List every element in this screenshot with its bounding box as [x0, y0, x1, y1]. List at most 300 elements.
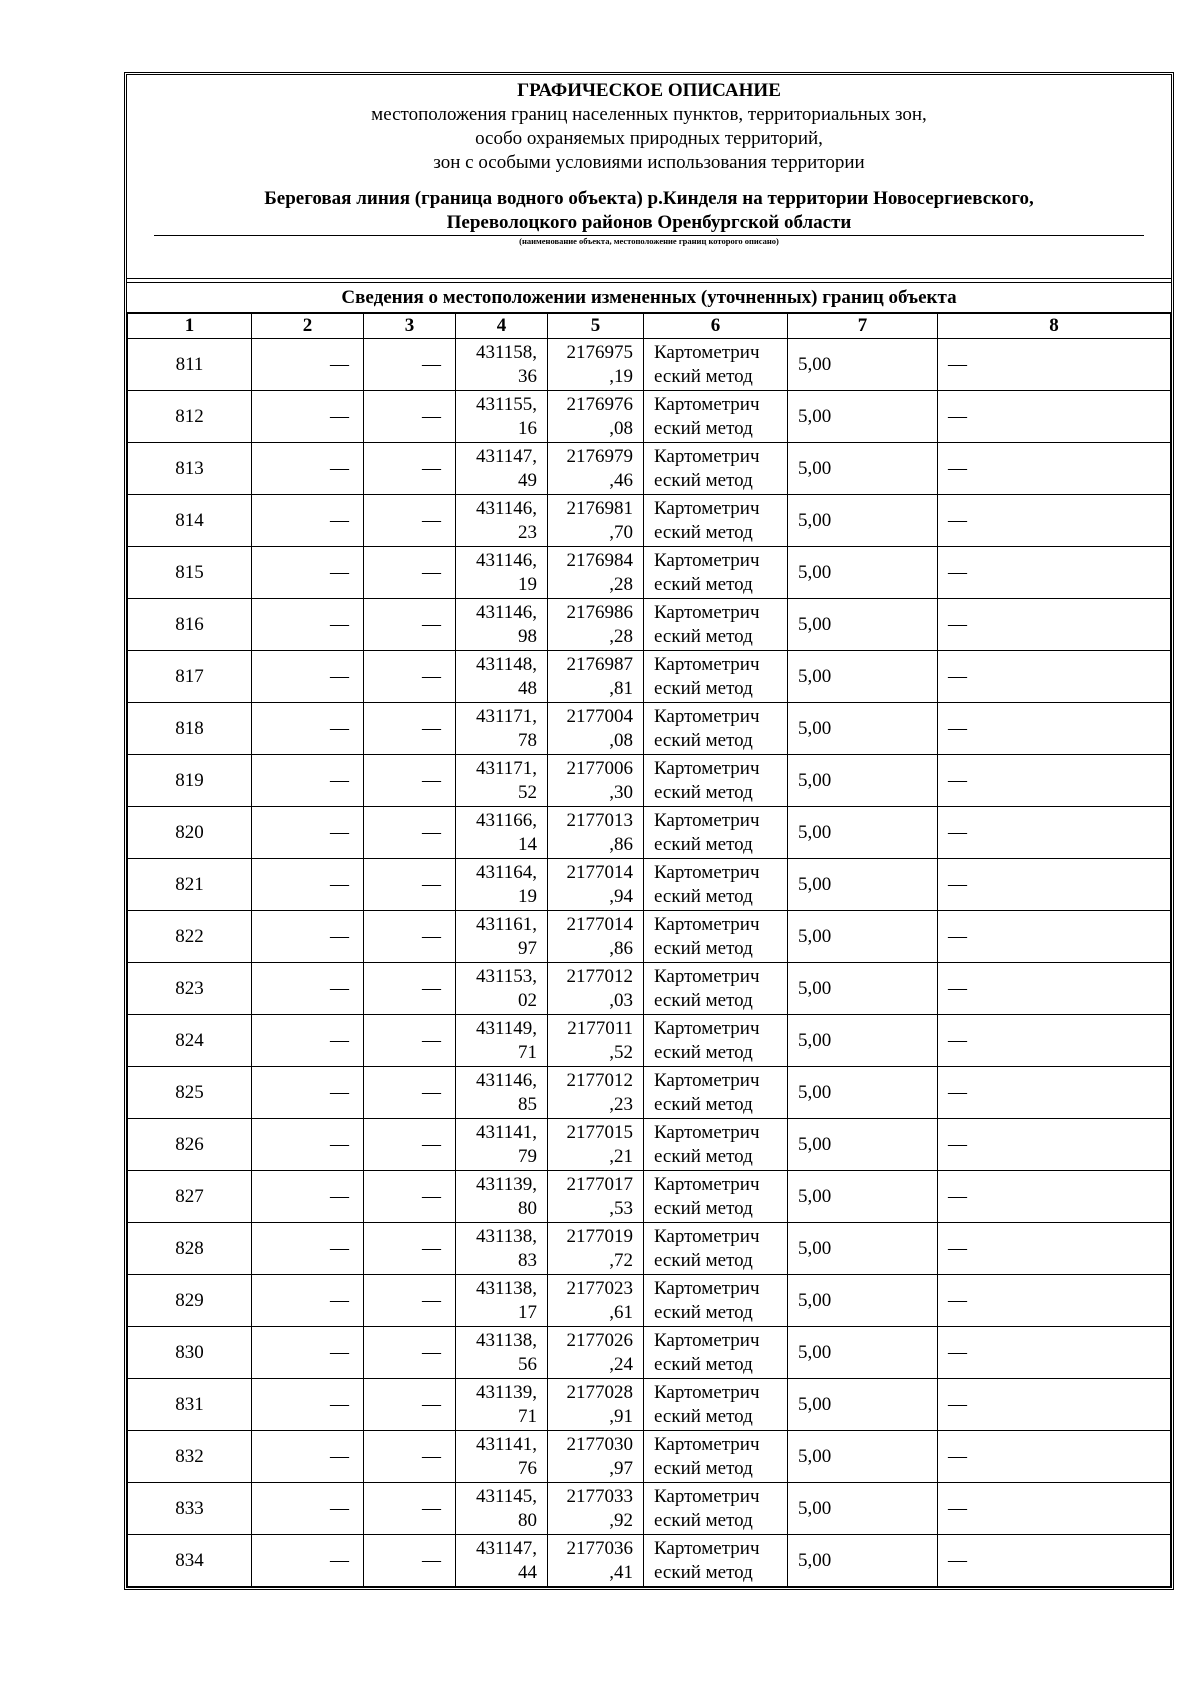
- x-coordinate-part-2: 76: [518, 1457, 537, 1479]
- document-title: ГРАФИЧЕСКОЕ ОПИСАНИЕ: [517, 80, 781, 101]
- method: [644, 495, 788, 547]
- y-coordinate-part-2: ,08: [609, 417, 633, 439]
- method: [644, 391, 788, 443]
- method-part-2: еский метод: [654, 1405, 753, 1427]
- accuracy: 5,00: [788, 1223, 938, 1275]
- accuracy: 5,00: [788, 547, 938, 599]
- x-coordinate-part-1: 431147,: [475, 1537, 537, 1559]
- x-coordinate-part-2: 85: [518, 1093, 537, 1115]
- description-line-3: зон с особыми условиями использования территории: [433, 152, 865, 173]
- column-3-value: —: [364, 1327, 456, 1379]
- point-number: 827: [128, 1171, 252, 1223]
- table-row: [128, 1483, 1171, 1535]
- x-coordinate-part-2: 56: [518, 1353, 537, 1375]
- method: [644, 443, 788, 495]
- point-number: 817: [128, 651, 252, 703]
- y-coordinate-part-2: ,28: [609, 625, 633, 647]
- method-part-2: еский метод: [654, 989, 753, 1011]
- column-header-7: 7: [788, 313, 938, 339]
- method: [644, 1431, 788, 1483]
- column-3-value: —: [364, 807, 456, 859]
- column-2-value: —: [252, 391, 364, 443]
- x-coordinate-part-1: 431139,: [475, 1173, 537, 1195]
- column-2-value: —: [252, 807, 364, 859]
- x-coordinate: [456, 1379, 548, 1431]
- y-coordinate: [548, 1535, 644, 1587]
- method-part-2: еский метод: [654, 365, 753, 387]
- point-number: 833: [128, 1483, 252, 1535]
- column-3-value: —: [364, 703, 456, 755]
- method-part-1: Картометрич: [654, 1121, 760, 1143]
- column-3-value: —: [364, 1535, 456, 1587]
- x-coordinate-part-1: 431146,: [475, 497, 537, 519]
- y-coordinate-part-2: ,86: [609, 937, 633, 959]
- method: [644, 599, 788, 651]
- column-3-value: —: [364, 1015, 456, 1067]
- accuracy: 5,00: [788, 1379, 938, 1431]
- column-3-value: —: [364, 339, 456, 391]
- method-part-1: Картометрич: [654, 913, 760, 935]
- x-coordinate: [456, 495, 548, 547]
- x-coordinate-part-1: 431171,: [475, 757, 537, 779]
- x-coordinate-part-2: 14: [518, 833, 537, 855]
- x-coordinate-part-2: 23: [518, 521, 537, 543]
- accuracy: 5,00: [788, 1431, 938, 1483]
- x-coordinate: [456, 443, 548, 495]
- table-row: [128, 1015, 1171, 1067]
- object-caption: (наименование объекта, местоположение границ которого описано): [519, 236, 779, 246]
- column-3-value: —: [364, 599, 456, 651]
- accuracy: 5,00: [788, 495, 938, 547]
- accuracy: 5,00: [788, 963, 938, 1015]
- method: [644, 911, 788, 963]
- accuracy: 5,00: [788, 1535, 938, 1587]
- method-part-1: Картометрич: [654, 1017, 760, 1039]
- method-part-2: еский метод: [654, 1561, 753, 1583]
- table-row: [128, 495, 1171, 547]
- x-coordinate: [456, 1483, 548, 1535]
- y-coordinate: [548, 495, 644, 547]
- x-coordinate-part-1: 431141,: [475, 1121, 537, 1143]
- y-coordinate-part-1: 2177014: [566, 913, 633, 935]
- table-row: [128, 911, 1171, 963]
- y-coordinate-part-1: 2176979: [566, 445, 633, 467]
- y-coordinate-part-1: 2177015: [566, 1121, 633, 1143]
- point-number: 832: [128, 1431, 252, 1483]
- column-2-value: —: [252, 443, 364, 495]
- x-coordinate-part-1: 431146,: [475, 1069, 537, 1091]
- x-coordinate-part-1: 431171,: [475, 705, 537, 727]
- x-coordinate-part-1: 431138,: [475, 1225, 537, 1247]
- column-2-value: —: [252, 1483, 364, 1535]
- accuracy: 5,00: [788, 391, 938, 443]
- column-8-value: —: [938, 1535, 1171, 1587]
- table-row: [128, 1379, 1171, 1431]
- x-coordinate-part-1: 431153,: [475, 965, 537, 987]
- x-coordinate: [456, 1223, 548, 1275]
- column-3-value: —: [364, 547, 456, 599]
- y-coordinate-part-2: ,19: [609, 365, 633, 387]
- y-coordinate-part-2: ,92: [609, 1509, 633, 1531]
- column-8-value: —: [938, 1223, 1171, 1275]
- table-row: [128, 443, 1171, 495]
- accuracy: 5,00: [788, 443, 938, 495]
- y-coordinate: [548, 391, 644, 443]
- y-coordinate: [548, 547, 644, 599]
- method-part-2: еский метод: [654, 937, 753, 959]
- x-coordinate-part-2: 52: [518, 781, 537, 803]
- table-row: [128, 339, 1171, 391]
- y-coordinate: [548, 911, 644, 963]
- method-part-2: еский метод: [654, 573, 753, 595]
- column-2-value: —: [252, 859, 364, 911]
- y-coordinate-part-1: 2176981: [566, 497, 633, 519]
- y-coordinate-part-2: ,03: [609, 989, 633, 1011]
- method-part-1: Картометрич: [654, 601, 760, 623]
- y-coordinate-part-2: ,53: [609, 1197, 633, 1219]
- table-row: [128, 547, 1171, 599]
- point-number: 825: [128, 1067, 252, 1119]
- column-3-value: —: [364, 755, 456, 807]
- column-8-value: —: [938, 495, 1171, 547]
- method-part-1: Картометрич: [654, 1433, 760, 1455]
- method: [644, 1327, 788, 1379]
- column-2-value: —: [252, 547, 364, 599]
- y-coordinate: [548, 1431, 644, 1483]
- section-title: Сведения о местоположении измененных (уточненных) границ объекта: [127, 282, 1171, 312]
- method-part-2: еский метод: [654, 677, 753, 699]
- x-coordinate: [456, 1535, 548, 1587]
- x-coordinate-part-1: 431141,: [475, 1433, 537, 1455]
- x-coordinate-part-1: 431161,: [475, 913, 537, 935]
- y-coordinate-part-2: ,70: [609, 521, 633, 543]
- method: [644, 859, 788, 911]
- column-8-value: —: [938, 1379, 1171, 1431]
- column-3-value: —: [364, 963, 456, 1015]
- table-row: [128, 391, 1171, 443]
- y-coordinate-part-2: ,41: [609, 1561, 633, 1583]
- y-coordinate: [548, 807, 644, 859]
- y-coordinate-part-2: ,08: [609, 729, 633, 751]
- x-coordinate-part-2: 17: [518, 1301, 537, 1323]
- method: [644, 1067, 788, 1119]
- table-row: [128, 859, 1171, 911]
- accuracy: 5,00: [788, 1275, 938, 1327]
- y-coordinate-part-2: ,28: [609, 573, 633, 595]
- x-coordinate-part-2: 71: [518, 1405, 537, 1427]
- x-coordinate: [456, 1015, 548, 1067]
- method-part-2: еский метод: [654, 781, 753, 803]
- method-part-1: Картометрич: [654, 1485, 760, 1507]
- x-coordinate-part-2: 36: [518, 365, 537, 387]
- y-coordinate-part-2: ,52: [609, 1041, 633, 1063]
- column-2-value: —: [252, 1119, 364, 1171]
- accuracy: 5,00: [788, 703, 938, 755]
- x-coordinate-part-1: 431155,: [475, 393, 537, 415]
- y-coordinate-part-2: ,61: [609, 1301, 633, 1323]
- column-2-value: —: [252, 1379, 364, 1431]
- y-coordinate-part-1: 2177033: [566, 1485, 633, 1507]
- x-coordinate: [456, 1275, 548, 1327]
- y-coordinate: [548, 859, 644, 911]
- method-part-2: еский метод: [654, 885, 753, 907]
- document-header: [127, 75, 1171, 279]
- table-row: [128, 755, 1171, 807]
- method-part-2: еский метод: [654, 1509, 753, 1531]
- y-coordinate: [548, 599, 644, 651]
- object-name-line-1: Береговая линия (граница водного объекта) р.Кинделя на территории Новосергиевского,: [264, 188, 1034, 209]
- y-coordinate: [548, 1483, 644, 1535]
- column-2-value: —: [252, 339, 364, 391]
- accuracy: 5,00: [788, 599, 938, 651]
- table-row: [128, 651, 1171, 703]
- y-coordinate-part-1: 2177030: [566, 1433, 633, 1455]
- method-part-2: еский метод: [654, 1249, 753, 1271]
- method-part-1: Картометрич: [654, 1381, 760, 1403]
- y-coordinate: [548, 651, 644, 703]
- y-coordinate-part-1: 2177013: [566, 809, 633, 831]
- method-part-2: еский метод: [654, 417, 753, 439]
- method: [644, 1223, 788, 1275]
- method: [644, 339, 788, 391]
- y-coordinate-part-1: 2177019: [566, 1225, 633, 1247]
- method-part-1: Картометрич: [654, 549, 760, 571]
- x-coordinate: [456, 703, 548, 755]
- x-coordinate-part-2: 49: [518, 469, 537, 491]
- table-row: [128, 1535, 1171, 1587]
- accuracy: 5,00: [788, 1171, 938, 1223]
- column-8-value: —: [938, 1431, 1171, 1483]
- x-coordinate-part-2: 19: [518, 573, 537, 595]
- column-header-4: 4: [456, 313, 548, 339]
- y-coordinate-part-1: 2176987: [566, 653, 633, 675]
- y-coordinate: [548, 443, 644, 495]
- x-coordinate-part-2: 80: [518, 1197, 537, 1219]
- table-row: [128, 599, 1171, 651]
- y-coordinate-part-2: ,30: [609, 781, 633, 803]
- accuracy: 5,00: [788, 1067, 938, 1119]
- y-coordinate-part-1: 2177012: [566, 1069, 633, 1091]
- table-row: [128, 1171, 1171, 1223]
- x-coordinate-part-2: 83: [518, 1249, 537, 1271]
- y-coordinate-part-1: 2176975: [566, 341, 633, 363]
- y-coordinate-part-1: 2177026: [566, 1329, 633, 1351]
- table-row: [128, 1327, 1171, 1379]
- method-part-1: Картометрич: [654, 1277, 760, 1299]
- column-8-value: —: [938, 443, 1171, 495]
- point-number: 818: [128, 703, 252, 755]
- x-coordinate-part-1: 431139,: [475, 1381, 537, 1403]
- column-8-value: —: [938, 1015, 1171, 1067]
- column-8-value: —: [938, 1067, 1171, 1119]
- column-8-value: —: [938, 339, 1171, 391]
- accuracy: 5,00: [788, 1483, 938, 1535]
- y-coordinate-part-1: 2176984: [566, 549, 633, 571]
- column-2-value: —: [252, 1171, 364, 1223]
- y-coordinate-part-1: 2177012: [566, 965, 633, 987]
- column-2-value: —: [252, 1275, 364, 1327]
- column-8-value: —: [938, 1119, 1171, 1171]
- point-number: 834: [128, 1535, 252, 1587]
- column-8-value: —: [938, 1483, 1171, 1535]
- column-2-value: —: [252, 1327, 364, 1379]
- x-coordinate-part-1: 431158,: [475, 341, 537, 363]
- y-coordinate-part-2: ,97: [609, 1457, 633, 1479]
- column-header-2: 2: [252, 313, 364, 339]
- x-coordinate-part-1: 431146,: [475, 549, 537, 571]
- x-coordinate: [456, 755, 548, 807]
- point-number: 831: [128, 1379, 252, 1431]
- column-2-value: —: [252, 651, 364, 703]
- column-3-value: —: [364, 651, 456, 703]
- method-part-1: Картометрич: [654, 757, 760, 779]
- method-part-1: Картометрич: [654, 861, 760, 883]
- accuracy: 5,00: [788, 911, 938, 963]
- y-coordinate-part-2: ,81: [609, 677, 633, 699]
- method-part-1: Картометрич: [654, 1329, 760, 1351]
- column-3-value: —: [364, 1483, 456, 1535]
- column-2-value: —: [252, 1015, 364, 1067]
- method-part-2: еский метод: [654, 469, 753, 491]
- y-coordinate: [548, 703, 644, 755]
- column-3-value: —: [364, 1171, 456, 1223]
- method: [644, 1535, 788, 1587]
- method-part-1: Картометрич: [654, 705, 760, 727]
- x-coordinate-part-1: 431149,: [475, 1017, 537, 1039]
- x-coordinate: [456, 1119, 548, 1171]
- column-2-value: —: [252, 1431, 364, 1483]
- y-coordinate-part-1: 2177004: [566, 705, 633, 727]
- column-2-value: —: [252, 495, 364, 547]
- y-coordinate-part-1: 2177017: [566, 1173, 633, 1195]
- object-name-line-2: Переволоцкого районов Оренбургской области: [154, 211, 1144, 236]
- method-part-1: Картометрич: [654, 1069, 760, 1091]
- y-coordinate-part-1: 2177036: [566, 1537, 633, 1559]
- column-8-value: —: [938, 859, 1171, 911]
- table-row: [128, 1275, 1171, 1327]
- accuracy: 5,00: [788, 651, 938, 703]
- x-coordinate: [456, 547, 548, 599]
- point-number: 813: [128, 443, 252, 495]
- accuracy: 5,00: [788, 1119, 938, 1171]
- y-coordinate-part-1: 2177023: [566, 1277, 633, 1299]
- point-number: 811: [128, 339, 252, 391]
- accuracy: 5,00: [788, 1327, 938, 1379]
- method-part-1: Картометрич: [654, 653, 760, 675]
- x-coordinate-part-1: 431138,: [475, 1277, 537, 1299]
- y-coordinate: [548, 1327, 644, 1379]
- column-header-3: 3: [364, 313, 456, 339]
- column-8-value: —: [938, 1171, 1171, 1223]
- column-2-value: —: [252, 1067, 364, 1119]
- y-coordinate-part-2: ,46: [609, 469, 633, 491]
- point-number: 829: [128, 1275, 252, 1327]
- method-part-1: Картометрич: [654, 965, 760, 987]
- y-coordinate-part-2: ,23: [609, 1093, 633, 1115]
- column-2-value: —: [252, 911, 364, 963]
- x-coordinate: [456, 1327, 548, 1379]
- column-header-8: 8: [938, 313, 1171, 339]
- x-coordinate-part-1: 431145,: [475, 1485, 537, 1507]
- y-coordinate-part-1: 2177006: [566, 757, 633, 779]
- column-8-value: —: [938, 1275, 1171, 1327]
- x-coordinate: [456, 911, 548, 963]
- method: [644, 963, 788, 1015]
- point-number: 822: [128, 911, 252, 963]
- method: [644, 1119, 788, 1171]
- column-8-value: —: [938, 911, 1171, 963]
- y-coordinate-part-2: ,72: [609, 1249, 633, 1271]
- y-coordinate: [548, 755, 644, 807]
- x-coordinate-part-2: 79: [518, 1145, 537, 1167]
- method-part-2: еский метод: [654, 833, 753, 855]
- method-part-2: еский метод: [654, 1457, 753, 1479]
- y-coordinate: [548, 1015, 644, 1067]
- x-coordinate-part-2: 02: [518, 989, 537, 1011]
- accuracy: 5,00: [788, 755, 938, 807]
- column-2-value: —: [252, 703, 364, 755]
- method: [644, 547, 788, 599]
- y-coordinate: [548, 1171, 644, 1223]
- x-coordinate-part-2: 48: [518, 677, 537, 699]
- method-part-2: еский метод: [654, 1301, 753, 1323]
- point-number: 823: [128, 963, 252, 1015]
- table-row: [128, 963, 1171, 1015]
- x-coordinate-part-1: 431146,: [475, 601, 537, 623]
- table-row: [128, 1223, 1171, 1275]
- column-8-value: —: [938, 755, 1171, 807]
- point-number: 814: [128, 495, 252, 547]
- method-part-2: еский метод: [654, 1145, 753, 1167]
- method: [644, 651, 788, 703]
- x-coordinate: [456, 1067, 548, 1119]
- column-8-value: —: [938, 963, 1171, 1015]
- coordinates-table: [127, 312, 1171, 1587]
- column-3-value: —: [364, 859, 456, 911]
- column-2-value: —: [252, 1223, 364, 1275]
- method: [644, 703, 788, 755]
- column-8-value: —: [938, 807, 1171, 859]
- column-8-value: —: [938, 703, 1171, 755]
- x-coordinate-part-2: 97: [518, 937, 537, 959]
- method: [644, 755, 788, 807]
- x-coordinate: [456, 807, 548, 859]
- object-name: [137, 187, 1161, 247]
- y-coordinate-part-1: 2176986: [566, 601, 633, 623]
- method-part-2: еский метод: [654, 521, 753, 543]
- method-part-1: Картометрич: [654, 809, 760, 831]
- x-coordinate-part-2: 16: [518, 417, 537, 439]
- method-part-1: Картометрич: [654, 1537, 760, 1559]
- y-coordinate-part-2: ,86: [609, 833, 633, 855]
- description-line-2: особо охраняемых природных территорий,: [475, 128, 823, 149]
- method: [644, 1275, 788, 1327]
- table-row: [128, 1431, 1171, 1483]
- x-coordinate: [456, 599, 548, 651]
- column-2-value: —: [252, 755, 364, 807]
- y-coordinate: [548, 339, 644, 391]
- point-number: 819: [128, 755, 252, 807]
- x-coordinate-part-1: 431166,: [475, 809, 537, 831]
- column-3-value: —: [364, 1431, 456, 1483]
- column-3-value: —: [364, 1119, 456, 1171]
- method: [644, 1483, 788, 1535]
- point-number: 826: [128, 1119, 252, 1171]
- method-part-1: Картометрич: [654, 497, 760, 519]
- method-part-2: еский метод: [654, 625, 753, 647]
- y-coordinate: [548, 1379, 644, 1431]
- method-part-2: еский метод: [654, 1197, 753, 1219]
